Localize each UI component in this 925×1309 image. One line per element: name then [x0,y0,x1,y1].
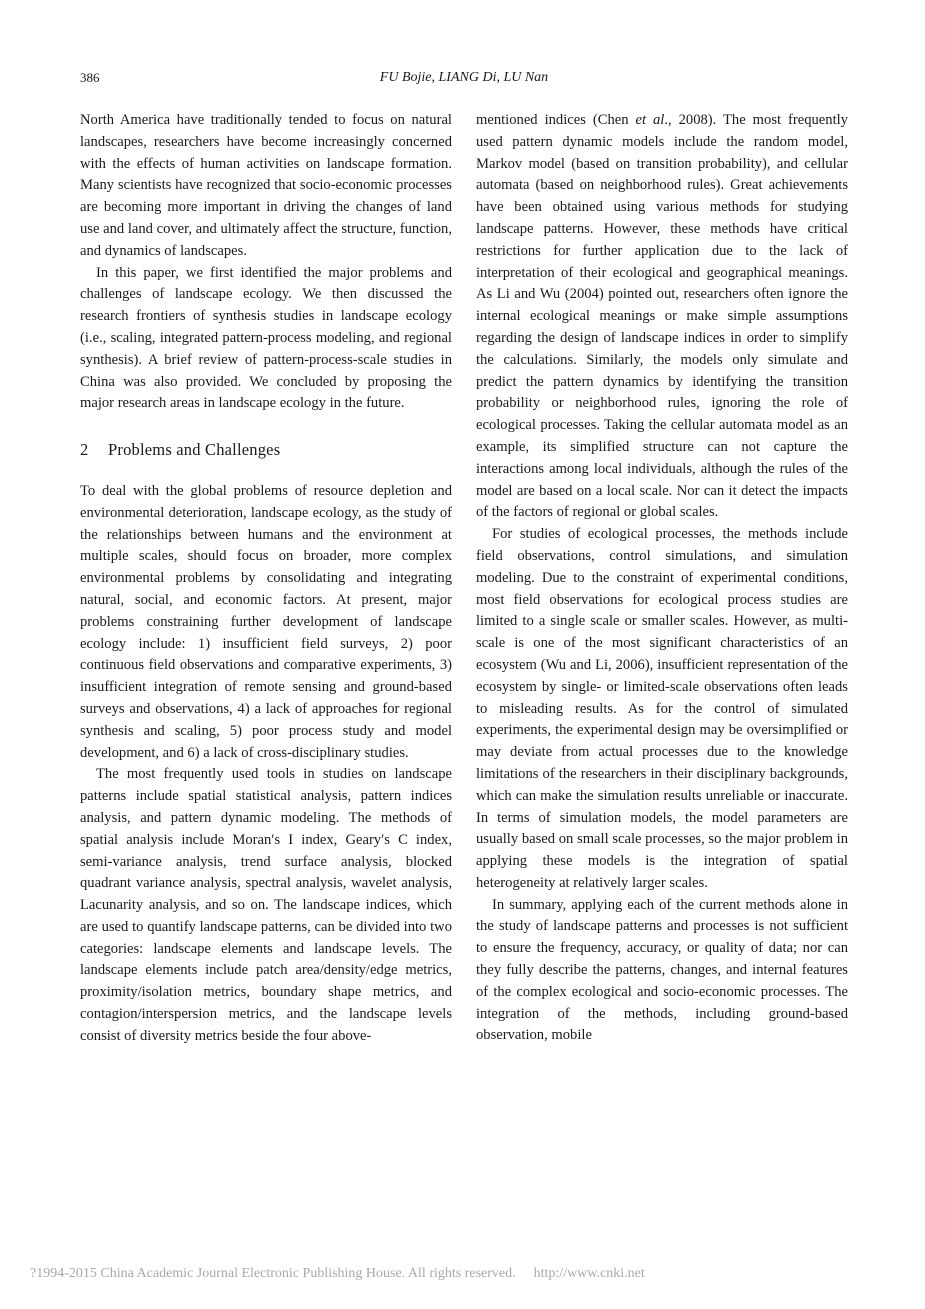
left-column [80,110,452,1048]
paragraph-text: ., 2008). The most frequently used pattern dynamic models include the random model, Markov model (based on transition probability), and cellular automata (based on neighborhood rules). Great achievements have been obtained using various methods for studying landscape patterns. However, these methods have critical restrictions for further application due to the lack of interpretation of their ecological and geographical meanings. As Li and Wu (2004) pointed out, researchers often ignore the internal ecological meanings or make simple assumptions regarding the design of landscape indices in order to simplify the calculations. Similarly, the models only simulate and predict the pattern dynamics by identifying the transition probability or neighborhood rules, ignoring the role of ecological processes. Taking the cellular automata model as an example, its simplified structure can not capture the interactions among local individuals, although the rules of the model are based on a local scale. Nor can it detect the impacts of the factors of regional or global scales. [476,112,848,521]
paragraph: For studies of ecological processes, the methods include field observations, control simulations, and simulation modeling. Due to the constraint of experimental conditions, most field observations for ecological process studies are limited to a single scale or smaller scales. However, as multi-scale is one of the most significant characteristics of an ecosystem (Wu and Li, 2006), insufficient representation of the ecosystem by single- or limited-scale observations often leads to misleading results. As for the control of simulated experiments, the experimental design may be oversimplified or may deviate from actual processes due to the knowledge limitations of the researchers in their disciplinary backgrounds, which can make the simulation results unreliable or inaccurate. In terms of simulation models, the model parameters are usually based on small scale processes, so the major problem in applying these models is the integration of spatial heterogeneity at relatively larger scales. [476,526,848,891]
paragraph: To deal with the global problems of resource depletion and environmental deterioration, landscape ecology, as the study of the relationships between humans and the environment at multiple scales, should focus on broader, more complex environmental problems by consolidating and integrating natural, social, and economic factors. At present, major problems constraining further development of landscape ecology include: 1) insufficient field surveys, 2) poor continuous field observations and comparative experiments, 3) insufficient integration of remote sensing and ground-based surveys and observations, 4) a lack of approaches for regional synthesis and scaling, 5) poor process study and model development, and 6) a lack of cross-disciplinary studies. [80,482,452,761]
paragraph: North America have traditionally tended to focus on natural landscapes, researchers have become increasingly concerned with the effects of human activities on landscape formation. Many scientists have recognized that socio-economic processes are becoming more important in driving the changes of land use and land cover, and ultimately affect the structure, function, and dynamics of landscapes. [80,112,452,259]
section-title: Problems and Challenges [108,440,281,460]
citation-et-al: et al [635,112,665,128]
paragraph-text: mentioned indices (Chen [476,112,636,128]
footer-url: http://www.cnki.net [533,1266,645,1281]
page-header [80,70,848,90]
paragraph [476,110,848,524]
paragraph: In summary, applying each of the current methods alone in the study of landscape patterns and processes is not sufficient to ensure the frequency, accuracy, or quality of data; nor can they fully describe the patterns, changes, and internal features of the complex ecological and socio-economic processes. The integration of the methods, including ground-based observation, mobile [476,896,848,1044]
copyright-footer [30,1266,900,1282]
running-head-authors: FU Bojie, LIANG Di, LU Nan [379,70,549,85]
right-column [476,110,848,1047]
page-number: 386 [80,70,100,85]
paragraph: The most frequently used tools in studies on landscape patterns include spatial statistical analysis, pattern indices analysis, and pattern dynamic modeling. The methods of spatial analysis include Moran′s I index, Geary′s C index, semi-variance analysis, trend surface analysis, blocked quadrant variance analysis, spectral analysis, wavelet analysis, Lacunarity analysis, and so on. The landscape indices, which are used to quantify landscape patterns, can be divided into two categories: landscape elements and landscape levels. The landscape elements include patch area/density/edge metrics, proximity/isolation metrics, boundary shape metrics, and contagion/interspersion metrics, and the landscape levels consist of diversity metrics beside the four above- [80,766,452,1044]
section-heading [80,439,452,461]
paragraph: In this paper, we first identified the major problems and challenges of landscape ecology. We then discussed the research frontiers of synthesis studies in landscape ecology (i.e., scaling, integrated pattern-process modeling, and regional synthesis). A brief review of pattern-process-scale studies in China was also provided. We concluded by proposing the major research areas in landscape ecology in the future. [80,264,452,412]
copyright-text: ?1994-2015 China Academic Journal Electronic Publishing House. All rights reserved. [30,1266,516,1281]
section-number: 2 [80,440,89,460]
